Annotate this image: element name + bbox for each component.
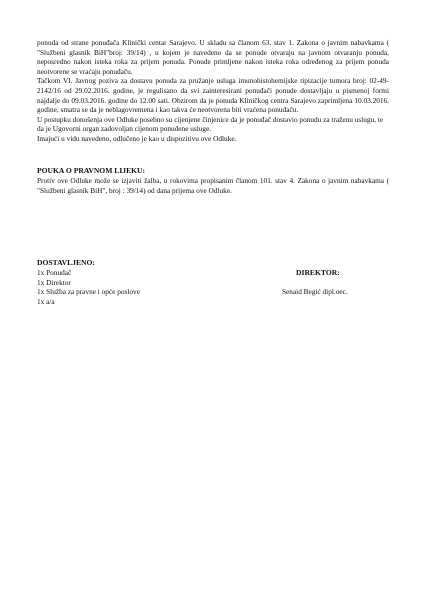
body-paragraph-4: Imajući u vidu navedeno, odlučeno je kao u dispozitivu ove Odluke. [37,133,237,143]
recipient-item: 1x Direktor [37,277,71,287]
body-paragraph-2: Tačkom VI. Javnog poziva za dostavu ponuda za pružanje usluga imunohistohemijske tipizacije tumora broj: 02-49-2142/16 od 29.02.2016. godine, je regulisano da svi zainteresirani ponuđači ponude dostavljaju u pismenoj formi najdalje do 09.03.2016. godine do 12.00 sati. Obzirom da je ponuda Kliničkog centra Sarajevo zaprimljena 10.03.2016. godine, smatra se da je neblagovremena i kao takva će neotvorena biti vraćena ponuđaču. [37,76,389,115]
recipient-item: 1x Služba za pravne i opće poslove [37,287,140,297]
decision-body [37,38,389,144]
appeal-heading: POUKA O PRAVNOM LIJEKU: [37,166,146,175]
recipient-list [37,268,237,306]
director-title: DIREKTOR: [296,268,340,277]
appeal-text: Protiv ove Odluke može se izjaviti žalba, u rokovima propisanim članom 101. stav 4. Zakona o javnim nabavkama ( "Službeni glasnik BiH", broj : 39/14) od dana prijema ove Odluke. [37,176,389,195]
recipient-item: 1x Ponuđač [37,268,72,277]
body-paragraph-1: ponuda od strane ponuđača Klinički centar Sarajevo. U skladu sa članom 63. stav 1. Zakona o javnim nabavkama ( "Službeni glasnik BiH"broj: 39/14) , u kojem je navedeno da se ponude otvaraju na javnom otvaranju ponuda, neposredno nakon isteka roka za prijem ponuda. Ponude primljene nakon isteka roka određenog za prijem ponuda neotvorene se vraćaju ponuđaču. [37,38,389,76]
recipient-item: 1x a/a [37,296,55,306]
director-name: Senaid Begić dipl.oec. [282,287,348,296]
delivery-title: DOSTAVLJENO: [37,258,95,267]
appeal-section [37,176,389,195]
body-paragraph-3: U postupku donošenja ove Odluke posebno su cijenjene činjenice da je ponuđač dostavio ponudu za traženu uslugu, te da je Ugovorni organ zadovoljan cijenom ponuđene usluge. [37,114,384,134]
